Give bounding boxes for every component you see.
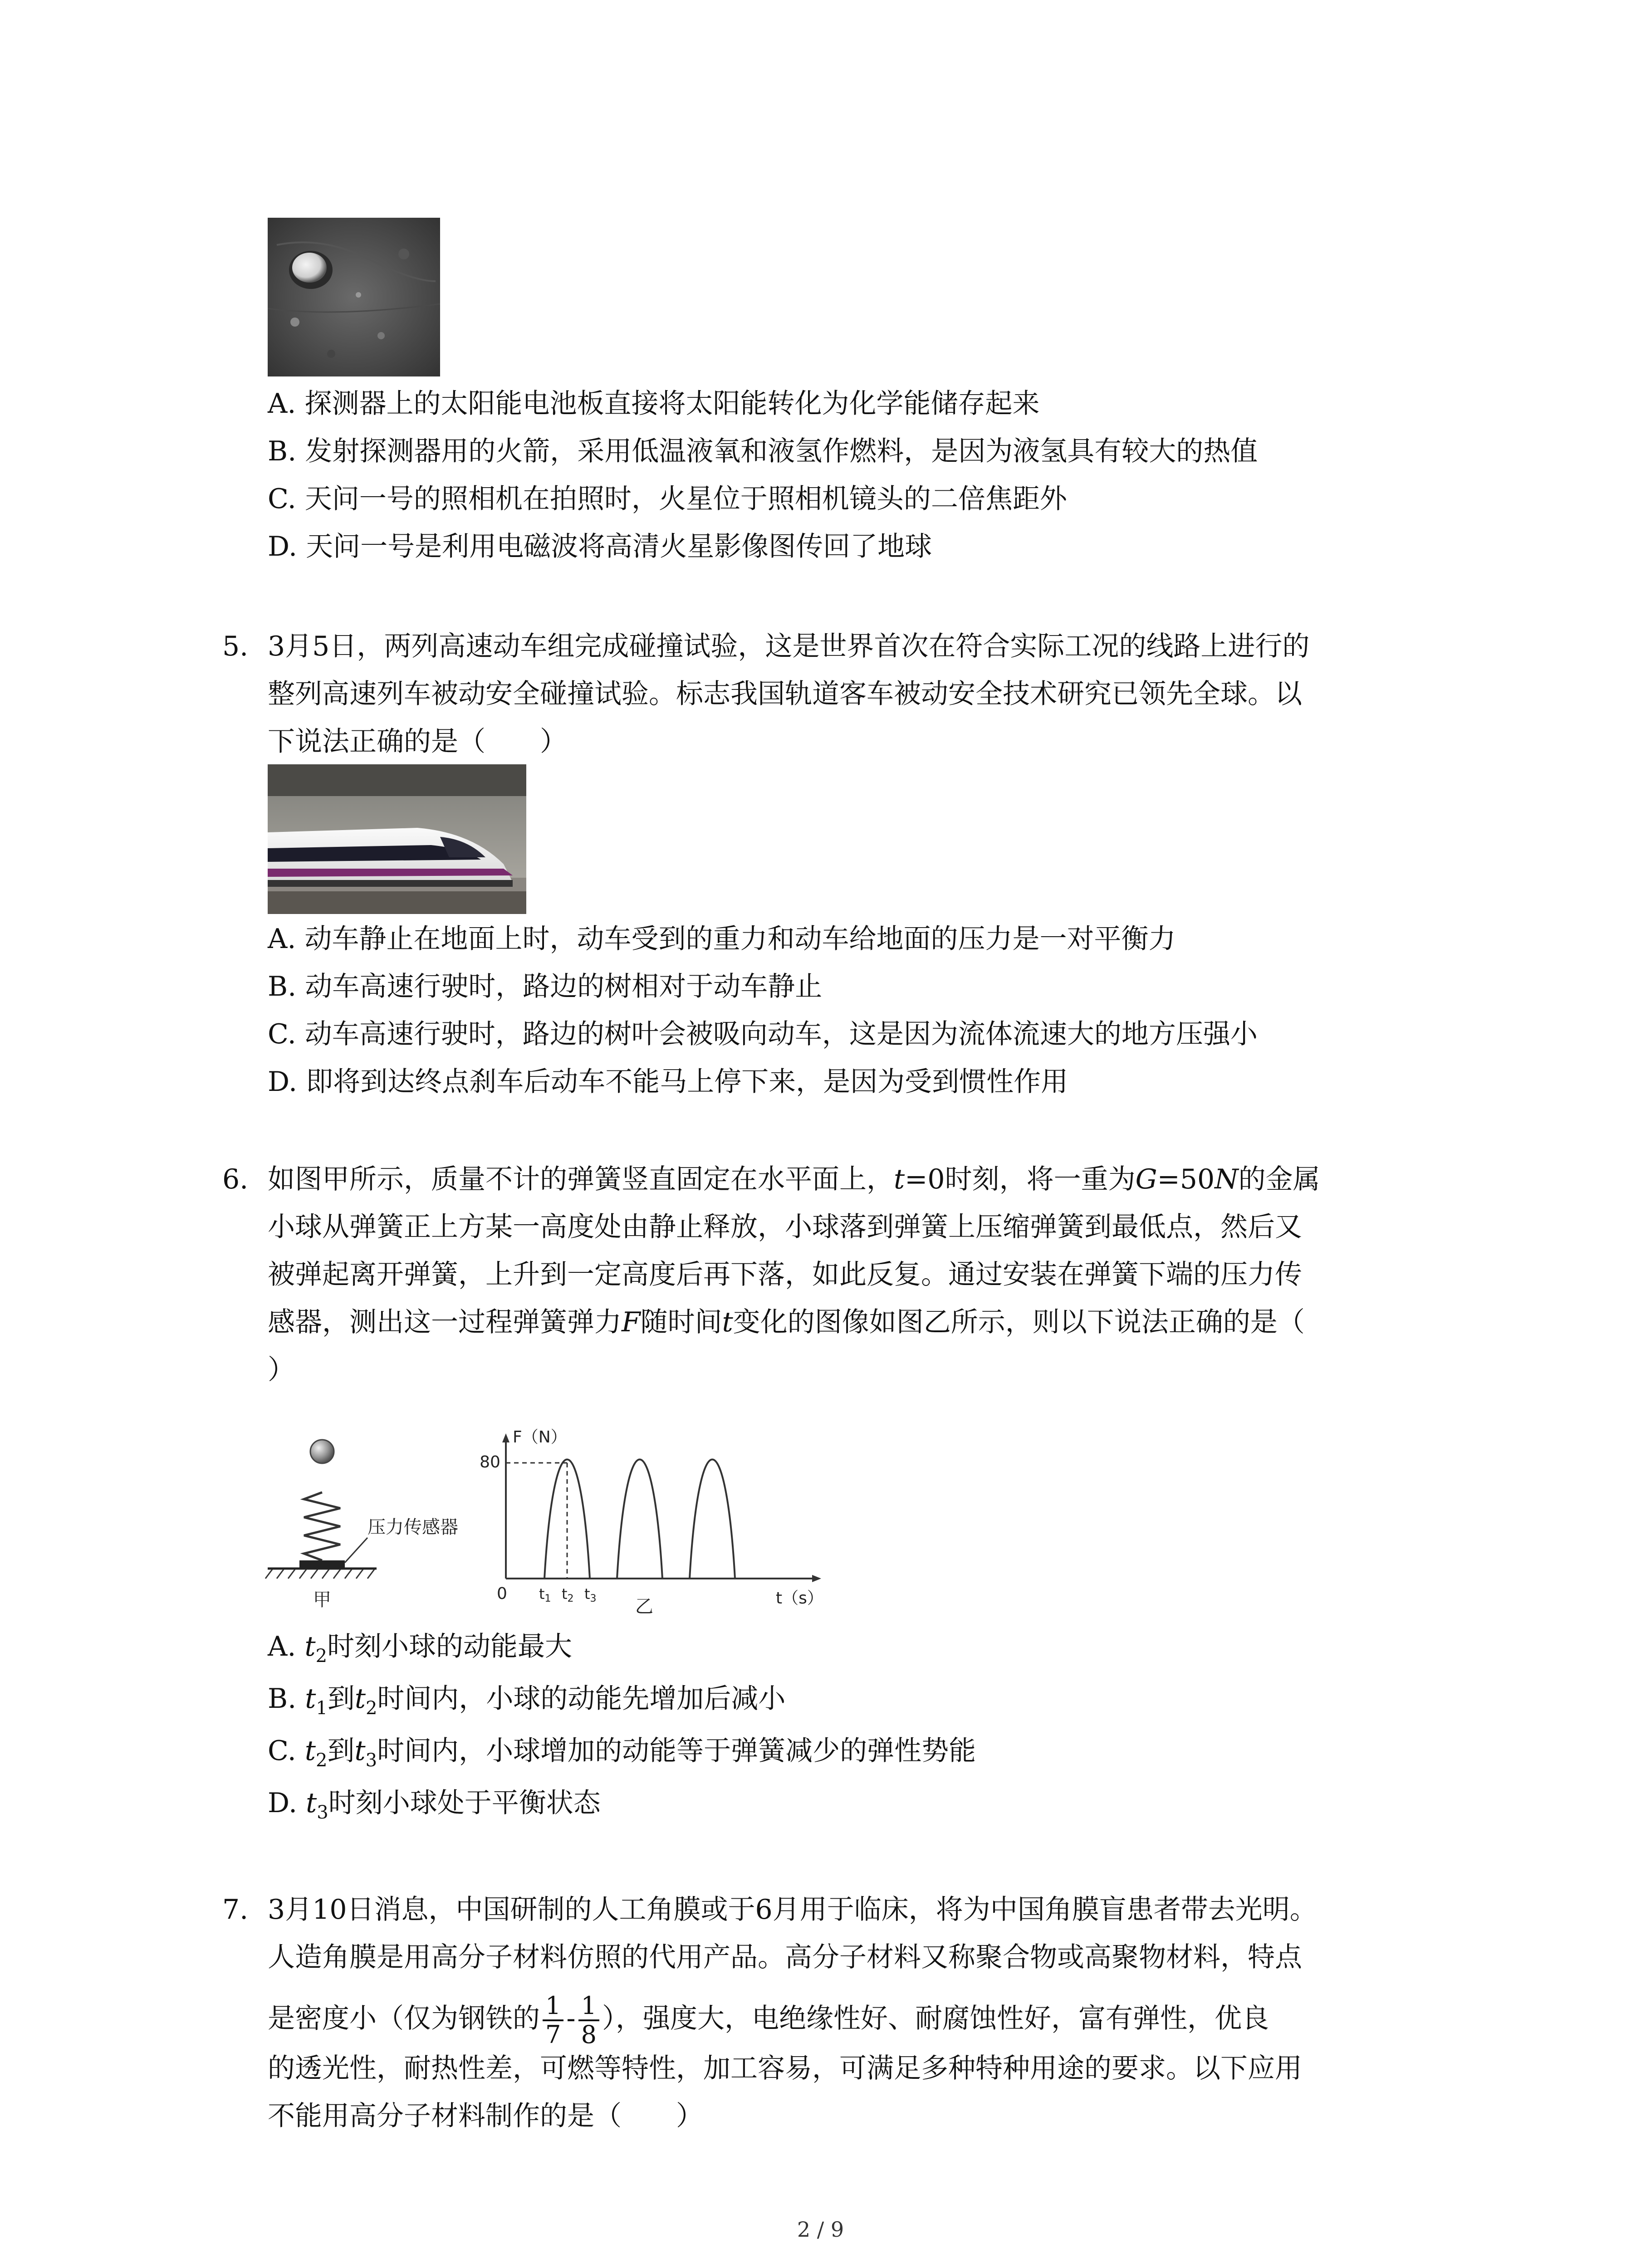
q5-option-b: B. 动车高速行驶时，路边的树相对于动车静止 xyxy=(268,971,823,1002)
var-g: G xyxy=(1135,1163,1157,1195)
q7-line-3 xyxy=(268,1989,1269,2048)
q5-option-c: C. 动车高速行驶时，路边的树叶会被吸向动车，这是因为流体流速大的地方压强小 xyxy=(268,1018,1258,1050)
q6-stem-line-4 xyxy=(268,1304,1305,1340)
q4-option-b: B. 发射探测器用的火箭，采用低温液氧和液氢作燃料，是因为液氢具有较大的热值 xyxy=(268,435,1258,467)
option-text: 时刻小球处于平衡状态 xyxy=(328,1787,601,1819)
q7-text: - xyxy=(566,2003,576,2034)
q5-option-a: A. 动车静止在地面上时，动车受到的重力和动车给地面的压力是一对平衡力 xyxy=(268,923,1176,955)
q4-option-d: D. 天问一号是利用电磁波将高清火星影像图传回了地球 xyxy=(268,531,932,562)
var-t: t xyxy=(722,1306,733,1338)
q6-stem-text: 随时间 xyxy=(640,1306,722,1338)
q5-number: 5. xyxy=(222,631,249,662)
q6-stem-line-2: 小球从弹簧正上方某一高度处由静止释放，小球落到弹簧上压缩弹簧到最低点，然后又 xyxy=(268,1211,1302,1243)
q6-stem-text: 如图甲所示，质量不计的弹簧竖直固定在水平面上， xyxy=(268,1163,894,1195)
q7-line-1: 3月10日消息，中国研制的人工角膜或于6月用于临床，将为中国角膜盲患者带去光明。 xyxy=(268,1894,1317,1926)
figure-jia-label: 甲 xyxy=(313,1589,331,1610)
q6-option-d xyxy=(268,1785,601,1831)
var-n: N xyxy=(1215,1163,1239,1195)
q6-stem-line-3: 被弹起离开弹簧，上升到一定高度后再下落，如此反复。通过安装在弹簧下端的压力传 xyxy=(268,1259,1302,1290)
t2-label: t2 xyxy=(562,1585,574,1604)
var-f: F xyxy=(622,1306,641,1338)
q7-text: ），强度大，电绝缘性好、耐腐蚀性好，富有弹性，优良 xyxy=(602,2003,1269,2034)
y-axis-label: F（N） xyxy=(513,1428,567,1447)
ball xyxy=(310,1440,334,1463)
option-text: 时刻小球的动能最大 xyxy=(327,1631,573,1662)
option-letter: D. xyxy=(268,1787,298,1819)
q6-stem-text: 感器，测出这一过程弹簧弹力 xyxy=(268,1306,622,1338)
origin-label: 0 xyxy=(497,1584,507,1603)
q5-option-d: D. 即将到达终点刹车后动车不能马上停下来，是因为受到惯性作用 xyxy=(268,1066,1068,1098)
q6-stem-text: 的金属 xyxy=(1238,1163,1320,1195)
fraction-one-seventh xyxy=(543,1992,563,2048)
q7-line-2: 人造角膜是用高分子材料仿照的代用产品。高分子材料又称聚合物或高聚物材料，特点 xyxy=(268,1941,1302,1973)
subscript: 2 xyxy=(316,1750,328,1771)
subscript: 2 xyxy=(365,1698,377,1719)
figure-jia xyxy=(265,1440,458,1610)
q5-stem-line-2: 整列高速列车被动安全碰撞试验。标志我国轨道客车被动安全技术研究已领先全球。以 xyxy=(268,678,1302,710)
var-t: t xyxy=(304,1735,316,1767)
q5-stem-line-1: 3月5日，两列高速动车组完成碰撞试验，这是世界首次在符合实际工况的线路上进行的 xyxy=(268,631,1310,662)
q6-number: 6. xyxy=(222,1163,249,1195)
q4-option-c: C. 天问一号的照相机在拍照时，火星位于照相机镜头的二倍焦距外 xyxy=(268,483,1067,515)
option-letter: B. xyxy=(268,1683,297,1715)
option-text: 到 xyxy=(327,1735,355,1767)
force-curve-3 xyxy=(690,1460,735,1579)
var-t: t xyxy=(304,1631,316,1662)
q4-option-a: A. 探测器上的太阳能电池板直接将太阳能转化为化学能储存起来 xyxy=(268,388,1040,420)
q7-line-5: 不能用高分子材料制作的是（ ） xyxy=(268,2100,703,2132)
q7-text: 是密度小（仅为钢铁的 xyxy=(268,2003,540,2034)
numerator: 1 xyxy=(578,1992,599,2021)
numerator: 1 xyxy=(543,1992,563,2021)
t3-label: t3 xyxy=(584,1585,597,1604)
pressure-sensor xyxy=(299,1560,345,1568)
var-t: t xyxy=(354,1683,366,1715)
force-curve-1 xyxy=(544,1460,590,1579)
q6-option-c xyxy=(268,1733,976,1779)
q7-number: 7. xyxy=(222,1894,249,1926)
mars-photo xyxy=(268,218,440,376)
var-t: t xyxy=(306,1787,317,1819)
q6-stem-text: =50 xyxy=(1157,1163,1215,1195)
train-photo xyxy=(268,764,526,914)
figure-yi-label: 乙 xyxy=(635,1596,653,1617)
t1-label: t1 xyxy=(539,1585,551,1604)
option-letter: A. xyxy=(268,1631,296,1662)
q5-stem-line-3: 下说法正确的是（ ） xyxy=(268,726,567,758)
var-t: t xyxy=(354,1735,366,1767)
spring xyxy=(304,1492,340,1560)
figure-yi xyxy=(480,1428,823,1617)
q6-option-b xyxy=(268,1681,785,1726)
q6-figure xyxy=(254,1424,844,1619)
var-t: t xyxy=(305,1683,316,1715)
q6-option-a xyxy=(268,1628,572,1674)
subscript: 1 xyxy=(316,1698,328,1719)
option-letter: C. xyxy=(268,1735,296,1767)
subscript: 3 xyxy=(317,1802,328,1823)
q7-line-4: 的透光性，耐热性差，可燃等特性，加工容易，可满足多种特种用途的要求。以下应用 xyxy=(268,2053,1302,2084)
q6-stem-text: 变化的图像如图乙所示，则以下说法正确的是（ xyxy=(733,1306,1305,1338)
x-axis-label: t（s） xyxy=(776,1589,823,1608)
subscript: 2 xyxy=(315,1646,328,1667)
denominator: 8 xyxy=(581,2020,597,2049)
fraction-one-eighth xyxy=(578,1992,599,2048)
option-text: 时间内，小球的动能先增加后减小 xyxy=(377,1683,786,1715)
y-tick-80: 80 xyxy=(480,1453,500,1471)
q6-stem-line-5: ） xyxy=(268,1354,295,1386)
subscript: 3 xyxy=(365,1750,377,1771)
option-text: 到 xyxy=(327,1683,355,1715)
q6-stem-text: =0时刻，将一重为 xyxy=(905,1163,1136,1195)
option-text: 时间内，小球增加的动能等于弹簧减少的弹性势能 xyxy=(377,1735,976,1767)
var-t: t xyxy=(894,1163,905,1195)
denominator: 7 xyxy=(545,2020,561,2049)
q6-stem-line-1 xyxy=(268,1161,1320,1198)
page-number: 2 / 9 xyxy=(797,2217,844,2242)
sensor-label: 压力传感器 xyxy=(367,1517,458,1538)
force-curve-2 xyxy=(617,1460,662,1579)
